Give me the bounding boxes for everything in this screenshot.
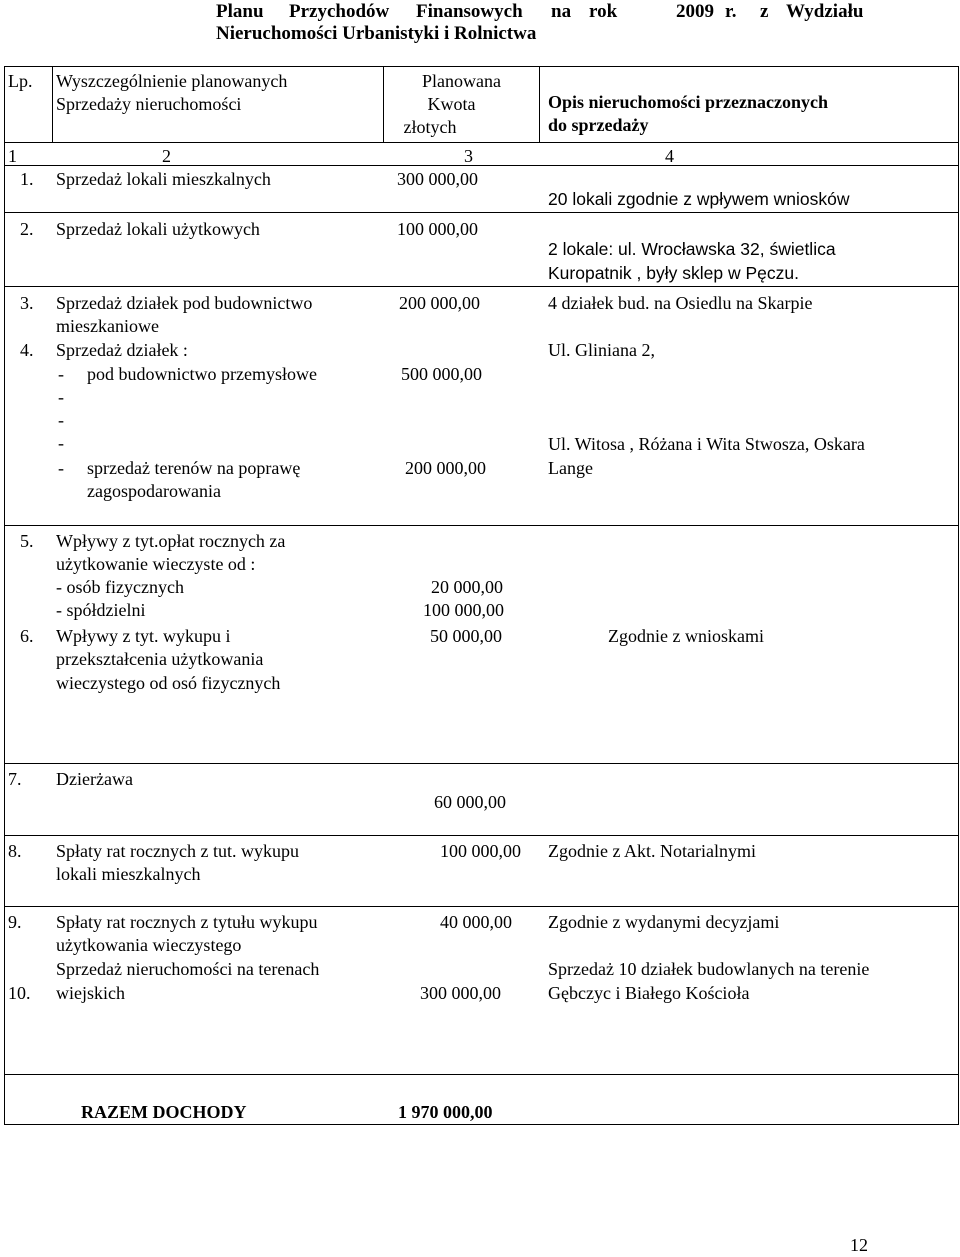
header-col4-line2: do sprzedaży (548, 115, 649, 135)
row-name: Wpływy z tyt.opłat rocznych za (56, 531, 286, 551)
row-amount: 200 000,00 (399, 293, 480, 313)
row-description: Zgodnie z wnioskami (608, 626, 764, 646)
row-amount: 20 000,00 (431, 577, 503, 597)
row-subitem: zagospodarowania (87, 481, 221, 501)
title-word: 2009 (676, 1, 714, 22)
row-divider (4, 763, 959, 764)
row-name: Sprzedaż działek pod budownictwo (56, 293, 313, 313)
table-bottom-border (4, 1124, 959, 1125)
row-name: wieczystego od osó fizycznych (56, 673, 281, 693)
title-word: r. (725, 1, 737, 22)
table-top-border (4, 66, 959, 67)
row-amount: 40 000,00 (440, 912, 512, 932)
row-number: 9. (8, 912, 22, 932)
page-number: 12 (850, 1235, 868, 1255)
title-word: Finansowych (416, 1, 523, 22)
row-subitem: - spółdzielni (56, 600, 146, 620)
list-dash: - (58, 364, 64, 384)
total-label: RAZEM DOCHODY (81, 1102, 247, 1122)
row-name: Wpływy z tyt. wykupu i (56, 626, 231, 646)
row-amount: 100 000,00 (423, 600, 504, 620)
col-number: 3 (464, 146, 473, 166)
row-amount: 100 000,00 (440, 841, 521, 861)
row-amount: 100 000,00 (397, 219, 478, 239)
col-number: 4 (665, 146, 674, 166)
row-name: przekształcenia użytkowania (56, 649, 264, 669)
row-divider (4, 212, 959, 213)
header-col2-line1: Wyszczególnienie planowanych (56, 71, 288, 91)
title-line2: Nieruchomości Urbanistyki i Rolnictwa (216, 23, 537, 44)
row-number: 4. (20, 340, 34, 360)
row-divider (4, 1074, 959, 1075)
title-word: na (551, 1, 572, 22)
title-word: rok (589, 1, 618, 22)
row-description: 4 działek bud. na Osiedlu na Skarpie (548, 293, 813, 313)
col-divider (539, 66, 540, 143)
row-amount: 500 000,00 (401, 364, 482, 384)
row-name: Sprzedaż nieruchomości na terenach (56, 959, 320, 979)
col-divider (52, 66, 53, 143)
row-name: użytkowania wieczystego (56, 935, 242, 955)
row-description: Lange (548, 458, 593, 478)
row-name: użytkowanie wieczyste od : (56, 554, 256, 574)
header-col3-line3: złotych (403, 117, 457, 137)
row-number: 8. (8, 841, 22, 861)
title-word: Planu (216, 1, 264, 22)
row-amount: 200 000,00 (405, 458, 486, 478)
row-divider (4, 286, 959, 287)
row-name: Sprzedaż lokali użytkowych (56, 219, 260, 239)
row-number: 1. (20, 169, 34, 189)
row-number: 6. (20, 626, 34, 646)
row-subitem: pod budownictwo przemysłowe (87, 364, 317, 384)
row-description: 20 lokali zgodnie z wpływem wniosków (548, 189, 850, 209)
row-description: Zgodnie z Akt. Notarialnymi (548, 841, 756, 861)
row-description: Ul. Witosa , Różana i Wita Stwosza, Oskara (548, 434, 865, 454)
header-col3-line2: Kwota (427, 94, 476, 114)
header-divider (4, 142, 959, 143)
header-lp: Lp. (8, 71, 33, 91)
row-divider (4, 835, 959, 836)
row-amount: 300 000,00 (420, 983, 501, 1003)
total-amount: 1 970 000,00 (398, 1102, 493, 1122)
header-col3-line1: Planowana (422, 71, 501, 91)
row-name: Spłaty rat rocznych z tut. wykupu (56, 841, 299, 861)
list-dash: - (58, 387, 64, 407)
row-amount: 300 000,00 (397, 169, 478, 189)
table-right-border (958, 66, 959, 1125)
row-description: Sprzedaż 10 działek budowlanych na terenie (548, 959, 870, 979)
header-col4-line1: Opis nieruchomości przeznaczonych (548, 92, 828, 112)
row-divider (4, 906, 959, 907)
list-dash: - (58, 458, 64, 478)
row-description: Kuropatnik , były sklep w Pęczu. (548, 263, 799, 283)
row-subitem: - osób fizycznych (56, 577, 184, 597)
row-name: Sprzedaż działek : (56, 340, 188, 360)
row-amount: 50 000,00 (430, 626, 502, 646)
row-number: 5. (20, 531, 34, 551)
row-name: Spłaty rat rocznych z tytułu wykupu (56, 912, 318, 932)
row-number: 10. (8, 983, 31, 1003)
colnum-divider (4, 165, 959, 166)
row-name: lokali mieszkalnych (56, 864, 201, 884)
row-name: wiejskich (56, 983, 125, 1003)
col-number: 1 (8, 146, 17, 166)
row-name: Sprzedaż lokali mieszkalnych (56, 169, 271, 189)
table-left-border (4, 66, 5, 1125)
title-word: Wydziału (786, 1, 864, 22)
header-col2-line2: Sprzedaży nieruchomości (56, 94, 242, 114)
row-number: 2. (20, 219, 34, 239)
row-subitem: sprzedaż terenów na poprawę (87, 458, 301, 478)
title-word: Przychodów (289, 1, 390, 22)
row-divider (4, 525, 959, 526)
row-number: 3. (20, 293, 34, 313)
row-name: mieszkaniowe (56, 316, 159, 336)
col-number: 2 (162, 146, 171, 166)
list-dash: - (58, 410, 64, 430)
row-number: 7. (8, 769, 22, 789)
title-word: z (760, 1, 769, 22)
row-description: Gębczyc i Białego Kościoła (548, 983, 750, 1003)
row-description: 2 lokale: ul. Wrocławska 32, świetlica (548, 239, 836, 259)
row-description: Zgodnie z wydanymi decyzjami (548, 912, 780, 932)
row-amount: 60 000,00 (434, 792, 506, 812)
list-dash: - (58, 433, 64, 453)
row-description: Ul. Gliniana 2, (548, 340, 655, 360)
row-name: Dzierżawa (56, 769, 133, 789)
